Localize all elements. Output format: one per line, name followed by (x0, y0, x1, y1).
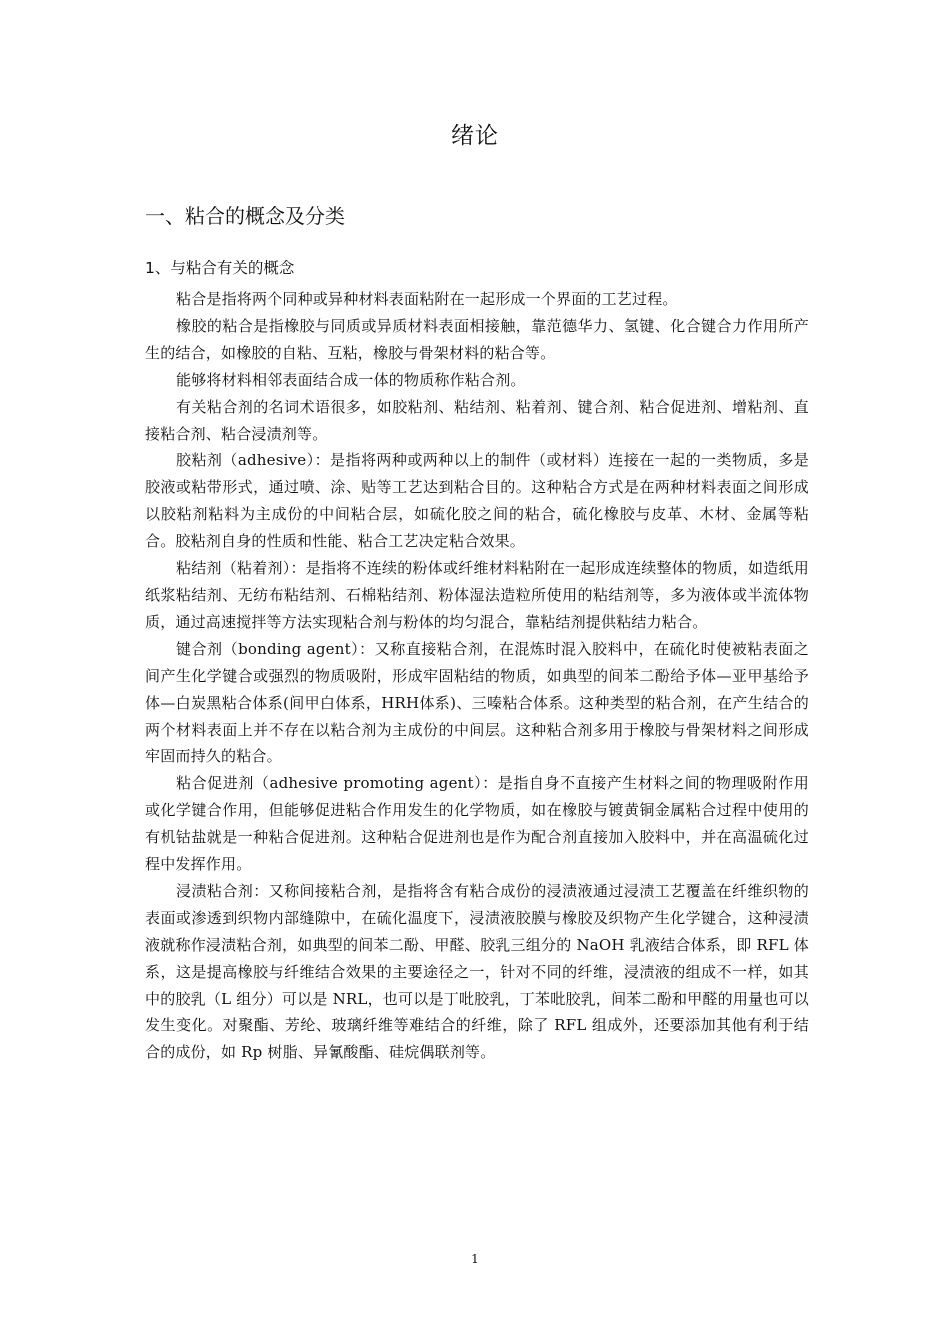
paragraph-bonding-agent: 键合剂（bonding agent）：又称直接粘合剂，在混炼时混入胶料中，在硫化时使被粘表面之间产生化学键合或强烈的物质吸附，形成牢固粘结的物质，如典型的间苯二酚给予体—亚甲基给予体—白炭黑粘合体系(间甲白体系，HRH体系)、三嗪粘合体系。这种类型的粘合剂，在产生结合的两个材料表面上并不存在以粘合剂为主成份的中间层。这种粘合剂多用于橡胶与骨架材料之间形成牢固而持久的粘合。 (145, 639, 809, 766)
paragraph-adhesion-promoter: 粘合促进剂（adhesive promoting agent）：是指自身不直接产生材料之间的物理吸附作用或化学键合作用，但能够促进粘合作用发生的化学物质，如在橡胶与镀黄铜金属粘合过程中使用的有机钴盐就是一种粘合促进剂。这种粘合促进剂也是作为配合剂直接加入胶料中，并在高温硫化过程中发挥作用。 (145, 774, 809, 874)
paragraph-adhesive: 胶粘剂（adhesive）：是指将两种或两种以上的制件（或材料）连接在一起的一类物质，多是胶液或粘带形式，通过喷、涂、贴等工艺达到粘合目的。这种粘合方式是在两种材料表面之间形成以胶粘剂粘料为主成份的中间粘合层，如硫化胶之间的粘合，硫化橡胶与皮革、木材、金属等粘合。胶粘剂自身的性质和性能、粘合工艺决定粘合效果。 (145, 451, 809, 551)
paragraph-binder: 粘结剂（粘着剂）：是指将不连续的粉体或纤维材料粘附在一起形成连续整体的物质，如造纸用纸浆粘结剂、无纺布粘结剂、石棉粘结剂、粉体湿法造粒所使用的粘结剂等，多为液体或半流体物质，通过高速搅拌等方法实现粘合剂与粉体的均匀混合，靠粘结剂提供粘结力粘合。 (145, 559, 809, 631)
subsection-heading: 1、与粘合有关的概念 (145, 259, 295, 277)
paragraph-dipping-adhesive: 浸渍粘合剂：又称间接粘合剂，是指将含有粘合成份的浸渍液通过浸渍工艺覆盖在纤维织物的表面或渗透到织物内部缝隙中，在硫化温度下，浸渍液胶膜与橡胶及织物产生化学键合，这种浸渍液就称作浸渍粘合剂，如典型的间苯二酚、甲醛、胶乳三组分的 NaOH 乳液结合体系，即 RFL 体系，这是提高橡胶与纤维结合效果的主要途径之一，针对不同的纤维，浸渍液的组成不一样，如其中的胶乳（L 组分）可以是 NRL，也可以是丁吡胶乳，丁苯吡胶乳，间苯二酚和甲醛的用量也可以发生变化。对聚酯、芳纶、玻璃纤维等难结合的纤维，除了 RFL 组成外，还要添加其他有利于结合的成份，如 Rp 树脂、异氰酸酯、硅烷偶联剂等。 (145, 881, 809, 1062)
body-text (145, 286, 809, 1066)
paragraph-terminology: 有关粘合剂的名词术语很多，如胶粘剂、粘结剂、粘着剂、键合剂、粘合促进剂、增粘剂、直接粘合剂、粘合浸渍剂等。 (145, 397, 809, 443)
page-number: 1 (471, 1252, 479, 1266)
paragraph-rubber-bonding: 橡胶的粘合是指橡胶与同质或异质材料表面相接触，靠范德华力、氢键、化合键合力作用所产生的结合，如橡胶的自粘、互粘，橡胶与骨架材料的粘合等。 (145, 316, 809, 362)
paragraph-definition-bonding: 粘合是指将两个同种或异种材料表面粘附在一起形成一个界面的工艺过程。 (176, 290, 678, 308)
page-title: 绪论 (451, 123, 499, 149)
section-heading: 一、粘合的概念及分类 (145, 204, 345, 228)
paragraph-adhesive-definition: 能够将材料相邻表面结合成一体的物质称作粘合剂。 (176, 370, 526, 389)
